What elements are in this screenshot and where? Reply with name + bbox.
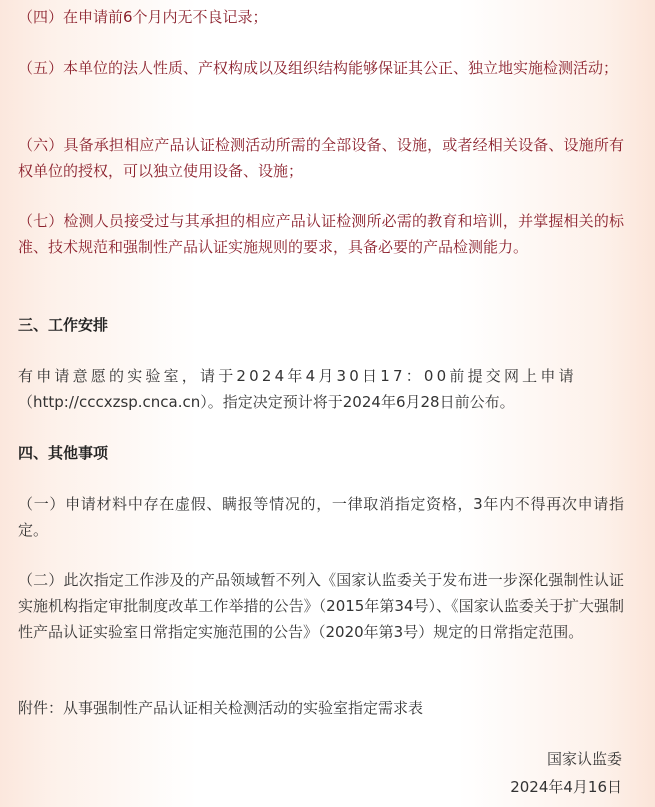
signature-org: 国家认监委: [546, 750, 622, 768]
requirement-item-5: （五）本单位的法人性质、产权构成以及组织结构能够保证其公正、独立地实施检测活动；: [18, 59, 619, 77]
attachment-note: 附件：从事强制性产品认证相关检测活动的实验室指定需求表: [18, 699, 424, 717]
section-heading-other-matters: 四、其他事项: [18, 444, 109, 462]
requirement-item-7: （七）检测人员接受过与其承担的相应产品认证检测所必需的教育和培训，并掌握相关的标准、技术规范和强制性产品认证实施规则的要求，具备必要的产品检测能力。: [18, 212, 624, 256]
signature-date: 2024年4月16日: [510, 778, 622, 796]
requirement-item-6: （六）具备承担相应产品认证检测活动所需的全部设备、设施，或者经相关设备、设施所有权单位的授权，可以独立使用设备、设施；: [18, 136, 624, 180]
section-heading-work-arrangement: 三、工作安排: [18, 316, 109, 334]
other-matters-item-2: （二）此次指定工作涉及的产品领域暂不列入《国家认监委关于发布进一步深化强制性认证实施机构指定审批制度改革工作举措的公告》（2015年第34号）、《国家认监委关于扩大强制性产品认证实验室日常指定实施范围的公告》（2020年第3号）规定的日常指定范围。: [18, 571, 624, 641]
work-arrangement-text-line1: 有申请意愿的实验室，请于2024年4月30日17：00前提交网上申请: [18, 367, 577, 385]
work-arrangement-text-line2: （http://cccxzsp.cnca.cn）。指定决定预计将于2024年6月28日前公布。: [18, 393, 515, 411]
other-matters-item-1: （一）申请材料中存在虚假、瞒报等情况的，一律取消指定资格，3年内不得再次申请指定。: [18, 495, 624, 539]
requirement-item-4: （四）在申请前6个月内无不良记录；: [18, 8, 268, 26]
